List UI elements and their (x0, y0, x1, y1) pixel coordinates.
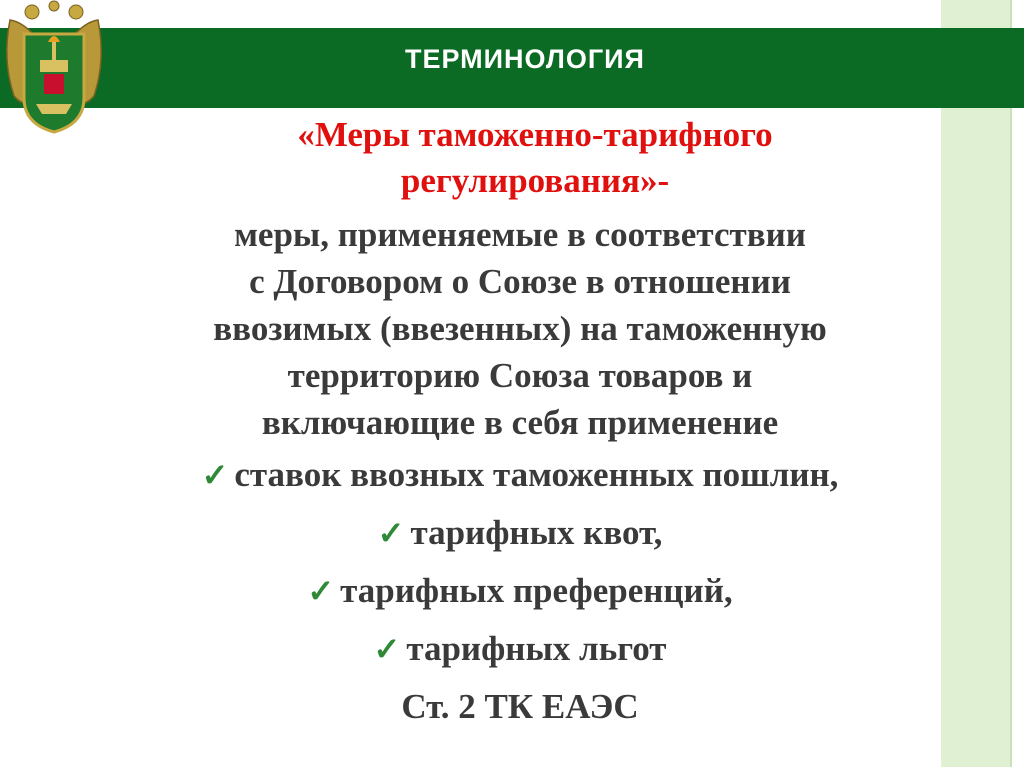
checkmark-icon: ✓ (373, 631, 401, 667)
list-item-text: тарифных квот, (410, 513, 663, 552)
customs-emblem-icon (0, 0, 108, 136)
checkmark-icon: ✓ (307, 573, 335, 609)
side-decor-line (1010, 0, 1012, 767)
term-line-1: «Меры таможенно-тарифного (297, 115, 773, 154)
term-line-2: регулирования»- (400, 161, 670, 200)
list-item-text: тарифных льгот (406, 629, 667, 668)
definition-line: меры, применяемые в соответствии (234, 215, 806, 254)
side-decor-band (941, 0, 1011, 767)
checkmark-icon: ✓ (201, 457, 229, 493)
definition-line: с Договором о Союзе в отношении (249, 262, 791, 301)
list-item-text: ставок ввозных таможенных пошлин, (234, 455, 839, 494)
definition-line: территорию Союза товаров и (287, 356, 753, 395)
list-item (130, 620, 910, 678)
legal-reference: Ст. 2 ТК ЕАЭС (401, 687, 639, 726)
slide-title: ТЕРМИНОЛОГИЯ (405, 44, 645, 74)
slide-content (130, 112, 910, 736)
list-item (130, 446, 910, 504)
checkmark-icon: ✓ (377, 515, 405, 551)
list-item (130, 504, 910, 562)
definition-text (130, 211, 910, 446)
list-item (130, 562, 910, 620)
definition-line: ввозимых (ввезенных) на таможенную (213, 309, 827, 348)
term-heading (180, 112, 890, 204)
definition-line: включающие в себя применение (261, 403, 779, 442)
list-item-text: тарифных преференций, (340, 571, 733, 610)
